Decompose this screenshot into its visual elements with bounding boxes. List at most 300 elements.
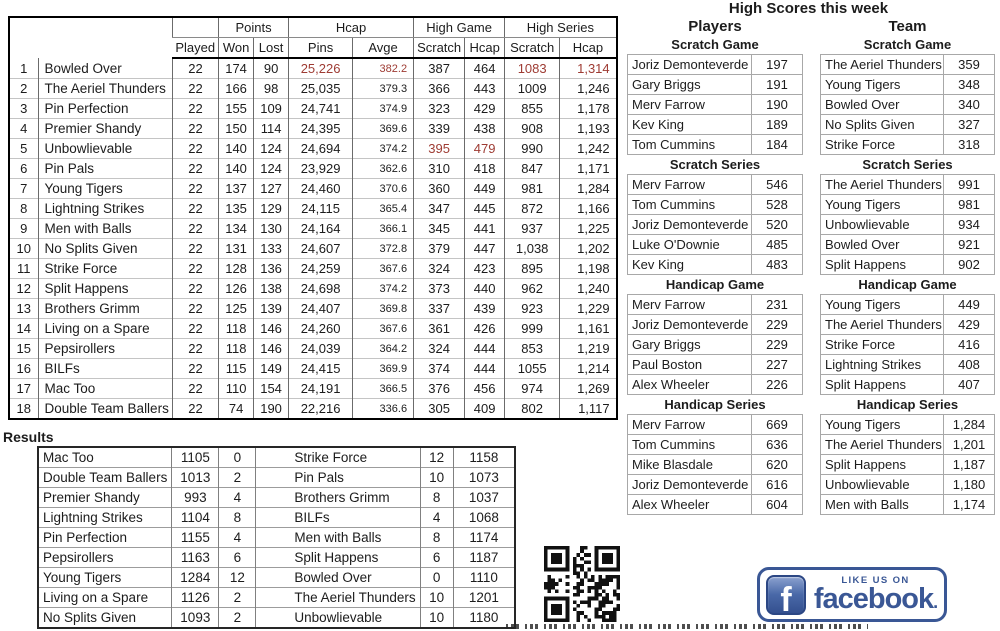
standings-group-header: Points [219, 17, 289, 38]
team-name-cell: Bowled Over [821, 95, 944, 115]
pins-cell: 24,259 [289, 259, 353, 279]
team-name-cell: Split Happens [821, 455, 944, 475]
home-team-cell: Mac Too [43, 450, 94, 465]
team-score-cell: 449 [944, 295, 995, 315]
won-cell: 118 [219, 339, 254, 359]
player-row [628, 295, 803, 315]
rank-cell: 9 [9, 219, 38, 239]
series-scratch-cell: 1083 [505, 58, 560, 79]
home-score-cell: 1104 [172, 508, 219, 528]
player-name-cell: Joriz Demonteverde [628, 315, 752, 335]
home-score-cell: 1105 [172, 447, 219, 468]
series-hcap-cell: 1,117 [560, 399, 617, 420]
away-team-cell: Brothers Grimm [256, 488, 420, 508]
home-points-cell: 6 [219, 548, 256, 568]
avge-cell: 369.9 [353, 359, 414, 379]
game-hcap-cell: 444 [465, 339, 505, 359]
series-scratch-cell: 1009 [505, 79, 560, 99]
away-team-cell: Pin Pals [256, 468, 420, 488]
avge-cell: 374.2 [353, 279, 414, 299]
results-row [38, 528, 515, 548]
home-team-cell: Young Tigers [38, 568, 172, 588]
team-name-cell: Young Tigers [821, 295, 944, 315]
team-name-cell: Young Tigers [38, 179, 172, 199]
pins-cell: 24,164 [289, 219, 353, 239]
team-name-cell: Young Tigers [821, 75, 944, 95]
standings-row [9, 219, 617, 239]
player-row [628, 115, 803, 135]
pins-cell: 24,407 [289, 299, 353, 319]
avge-cell: 336.6 [353, 399, 414, 420]
player-row [628, 315, 803, 335]
home-score-cell: 1013 [172, 468, 219, 488]
team-name-cell: The Aeriel Thunders [821, 55, 944, 75]
rank-cell: 3 [9, 99, 38, 119]
standings-row [9, 159, 617, 179]
avge-cell: 366.1 [353, 219, 414, 239]
player-name-cell: Paul Boston [628, 355, 752, 375]
player-name-cell: Mike Blasdale [628, 455, 752, 475]
played-cell: 22 [172, 279, 218, 299]
lost-cell: 114 [254, 119, 289, 139]
player-table [627, 294, 803, 395]
avge-cell: 362.6 [353, 159, 414, 179]
player-section-title: Scratch Series [669, 157, 761, 172]
player-score-cell: 636 [752, 435, 803, 455]
team-name-cell: Bowled Over [38, 58, 172, 79]
series-scratch-cell: 895 [505, 259, 560, 279]
series-hcap-cell: 1,202 [560, 239, 617, 259]
high-scores-panel [620, 0, 997, 515]
player-score-cell: 620 [752, 455, 803, 475]
standings-column-header: Pins [289, 38, 353, 59]
standings-group-header: Hcap [289, 17, 414, 38]
clipped-text-fragment [506, 624, 868, 629]
player-row [628, 415, 803, 435]
won-cell: 140 [219, 139, 254, 159]
series-hcap-cell: 1,246 [560, 79, 617, 99]
team-score-cell: 327 [944, 115, 995, 135]
game-hcap-cell: 464 [465, 58, 505, 79]
team-row [821, 315, 995, 335]
team-name-cell: Pin Pals [38, 159, 172, 179]
team-name-cell: Split Happens [38, 279, 172, 299]
team-name-cell: Split Happens [821, 255, 944, 275]
lost-cell: 98 [254, 79, 289, 99]
results-row [38, 588, 515, 608]
player-section-title: Handicap Series [664, 397, 766, 412]
player-name-cell: Tom Cummins [628, 435, 752, 455]
team-score-cell: 359 [944, 55, 995, 75]
team-score-cell: 348 [944, 75, 995, 95]
player-score-cell: 184 [752, 135, 803, 155]
player-score-cell: 485 [752, 235, 803, 255]
away-team-cell: The Aeriel Thunders [256, 588, 420, 608]
played-cell: 22 [172, 259, 218, 279]
game-scratch-cell: 337 [414, 299, 465, 319]
results-row [38, 568, 515, 588]
game-hcap-cell: 439 [465, 299, 505, 319]
rank-cell: 4 [9, 119, 38, 139]
team-row [821, 195, 995, 215]
lost-cell: 130 [254, 219, 289, 239]
team-name-cell: Unbowlievable [821, 215, 944, 235]
team-row [821, 135, 995, 155]
played-cell: 22 [172, 79, 218, 99]
player-score-cell: 226 [752, 375, 803, 395]
team-name-cell: Pepsirollers [38, 339, 172, 359]
series-hcap-cell: 1,240 [560, 279, 617, 299]
player-name-cell: Tom Cummins [628, 135, 752, 155]
player-score-cell: 546 [752, 175, 803, 195]
home-score-cell: 993 [172, 488, 219, 508]
team-name-cell: Double Team Ballers [38, 399, 172, 420]
team-name-cell: Men with Balls [821, 495, 944, 515]
game-scratch-cell: 366 [414, 79, 465, 99]
lost-cell: 149 [254, 359, 289, 379]
away-team-cell: Strike Force [256, 447, 420, 468]
player-table [627, 54, 803, 155]
standings-group-header: High Series [505, 17, 617, 38]
game-hcap-cell: 440 [465, 279, 505, 299]
game-scratch-cell: 323 [414, 99, 465, 119]
team-name-cell: Lightning Strikes [38, 199, 172, 219]
player-score-cell: 520 [752, 215, 803, 235]
game-hcap-cell: 449 [465, 179, 505, 199]
results-row [38, 508, 515, 528]
avge-cell: 374.2 [353, 139, 414, 159]
team-name-cell: Unbowlievable [821, 475, 944, 495]
pins-cell: 23,929 [289, 159, 353, 179]
home-points-cell: 2 [219, 468, 256, 488]
team-name-cell: No Splits Given [38, 239, 172, 259]
team-row [821, 255, 995, 275]
player-name-cell: Merv Farrow [628, 175, 752, 195]
away-score-cell: 1187 [453, 548, 515, 568]
player-row [628, 195, 803, 215]
standings-row [9, 299, 617, 319]
team-row [821, 475, 995, 495]
team-name-cell: Young Tigers [821, 415, 944, 435]
game-scratch-cell: 373 [414, 279, 465, 299]
home-team-cell: Premier Shandy [38, 488, 172, 508]
player-name-cell: Joriz Demonteverde [628, 475, 752, 495]
won-cell: 125 [219, 299, 254, 319]
won-cell: 174 [219, 58, 254, 79]
game-scratch-cell: 387 [414, 58, 465, 79]
away-team-cell: Split Happens [256, 548, 420, 568]
high-scores-title: High Scores this week [728, 0, 889, 17]
rank-cell: 16 [9, 359, 38, 379]
won-cell: 155 [219, 99, 254, 119]
away-points-cell: 10 [420, 468, 453, 488]
game-hcap-cell: 479 [465, 139, 505, 159]
away-score-cell: 1180 [453, 608, 515, 629]
game-scratch-cell: 305 [414, 399, 465, 420]
won-cell: 140 [219, 159, 254, 179]
rank-cell: 6 [9, 159, 38, 179]
team-row [821, 95, 995, 115]
team-row [821, 55, 995, 75]
game-hcap-cell: 456 [465, 379, 505, 399]
team-name-cell: Men with Balls [38, 219, 172, 239]
home-points-cell: 4 [219, 488, 256, 508]
game-scratch-cell: 376 [414, 379, 465, 399]
series-hcap-cell: 1,171 [560, 159, 617, 179]
series-scratch-cell: 974 [505, 379, 560, 399]
home-team-cell: Living on a Spare [38, 588, 172, 608]
player-row [628, 455, 803, 475]
facebook-f-icon: f [766, 575, 806, 615]
standings-column-header: Won [219, 38, 254, 59]
rank-cell: 8 [9, 199, 38, 219]
pins-cell: 24,741 [289, 99, 353, 119]
home-team-cell: No Splits Given [38, 608, 172, 629]
rank-cell: 7 [9, 179, 38, 199]
series-scratch-cell: 962 [505, 279, 560, 299]
series-scratch-cell: 872 [505, 199, 560, 219]
game-hcap-cell: 438 [465, 119, 505, 139]
team-name-cell: Living on a Spare [38, 319, 172, 339]
player-name-cell: Merv Farrow [628, 415, 752, 435]
series-scratch-cell: 1,038 [505, 239, 560, 259]
rank-cell: 2 [9, 79, 38, 99]
game-hcap-cell: 443 [465, 79, 505, 99]
results-row [38, 488, 515, 508]
player-score-cell: 616 [752, 475, 803, 495]
lost-cell: 139 [254, 299, 289, 319]
won-cell: 135 [219, 199, 254, 219]
pins-cell: 24,395 [289, 119, 353, 139]
team-row [821, 435, 995, 455]
series-scratch-cell: 802 [505, 399, 560, 420]
won-cell: 126 [219, 279, 254, 299]
team-table [820, 294, 995, 395]
avge-cell: 365.4 [353, 199, 414, 219]
played-cell: 22 [172, 359, 218, 379]
player-score-cell: 197 [752, 55, 803, 75]
player-name-cell: Joriz Demonteverde [628, 55, 752, 75]
standings-blank-cell [172, 17, 218, 38]
team-score-cell: 921 [944, 235, 995, 255]
team-score-cell: 1,187 [944, 455, 995, 475]
team-score-cell: 981 [944, 195, 995, 215]
team-row [821, 375, 995, 395]
home-team-cell: Lightning Strikes [38, 508, 172, 528]
won-cell: 134 [219, 219, 254, 239]
player-row [628, 215, 803, 235]
won-cell: 110 [219, 379, 254, 399]
results-body [38, 447, 515, 628]
player-row [628, 475, 803, 495]
player-name-cell: Kev King [628, 255, 752, 275]
player-name-cell: Gary Briggs [628, 335, 752, 355]
lost-cell: 90 [254, 58, 289, 79]
away-points-cell: 0 [420, 568, 453, 588]
player-row [628, 335, 803, 355]
team-score-cell: 991 [944, 175, 995, 195]
facebook-badge[interactable] [757, 567, 947, 622]
played-cell: 22 [172, 58, 218, 79]
game-hcap-cell: 418 [465, 159, 505, 179]
player-score-cell: 528 [752, 195, 803, 215]
standings-column-header: Avge [353, 38, 414, 59]
game-scratch-cell: 347 [414, 199, 465, 219]
team-score-cell: 416 [944, 335, 995, 355]
played-cell: 22 [172, 219, 218, 239]
home-score-cell: 1155 [172, 528, 219, 548]
team-row [821, 455, 995, 475]
lost-cell: 109 [254, 99, 289, 119]
team-name-cell: Mac Too [38, 379, 172, 399]
game-hcap-cell: 426 [465, 319, 505, 339]
standings-row [9, 99, 617, 119]
player-score-cell: 229 [752, 315, 803, 335]
lost-cell: 124 [254, 159, 289, 179]
game-hcap-cell: 444 [465, 359, 505, 379]
player-name-cell: Tom Cummins [628, 195, 752, 215]
home-score-cell: 1126 [172, 588, 219, 608]
team-name-cell: Strike Force [38, 259, 172, 279]
standings-row [9, 279, 617, 299]
home-points-cell: 0 [219, 447, 256, 468]
player-name-cell: Alex Wheeler [628, 495, 752, 515]
player-score-cell: 229 [752, 335, 803, 355]
standings-column-header: Lost [254, 38, 289, 59]
team-score-cell: 407 [944, 375, 995, 395]
played-cell: 22 [172, 99, 218, 119]
player-section-title: Handicap Game [665, 277, 765, 292]
team-name-cell: Premier Shandy [38, 119, 172, 139]
series-hcap-cell: 1,225 [560, 219, 617, 239]
standings-row [9, 199, 617, 219]
won-cell: 128 [219, 259, 254, 279]
team-name-cell: Bowled Over [821, 235, 944, 255]
team-table [820, 174, 995, 275]
series-hcap-cell: 1,198 [560, 259, 617, 279]
away-score-cell: 1037 [453, 488, 515, 508]
home-score-cell: 1093 [172, 608, 219, 629]
player-section-title: Scratch Game [671, 37, 759, 52]
team-score-cell: 1,284 [944, 415, 995, 435]
game-hcap-cell: 429 [465, 99, 505, 119]
away-score-cell: 1110 [453, 568, 515, 588]
standings-column-header: Hcap [465, 38, 505, 59]
away-points-cell: 12 [420, 447, 453, 468]
team-name-cell: The Aeriel Thunders [38, 79, 172, 99]
game-hcap-cell: 409 [465, 399, 505, 420]
away-score-cell: 1158 [453, 447, 515, 468]
played-cell: 22 [172, 179, 218, 199]
pins-cell: 25,035 [289, 79, 353, 99]
away-team-cell: Bowled Over [256, 568, 420, 588]
away-team-cell: BILFs [256, 508, 420, 528]
lost-cell: 190 [254, 399, 289, 420]
avge-cell: 369.6 [353, 119, 414, 139]
series-hcap-cell: 1,214 [560, 359, 617, 379]
pins-cell: 22,216 [289, 399, 353, 420]
team-score-cell: 408 [944, 355, 995, 375]
results-row [38, 608, 515, 629]
avge-cell: 372.8 [353, 239, 414, 259]
series-hcap-cell: 1,269 [560, 379, 617, 399]
results-row [38, 447, 515, 468]
series-scratch-cell: 937 [505, 219, 560, 239]
standings-body [9, 58, 617, 419]
rank-cell: 13 [9, 299, 38, 319]
player-name-cell: Alex Wheeler [628, 375, 752, 395]
series-scratch-cell: 847 [505, 159, 560, 179]
won-cell: 118 [219, 319, 254, 339]
team-name-cell: Pin Perfection [38, 99, 172, 119]
player-name-cell: Merv Farrow [628, 95, 752, 115]
player-score-cell: 227 [752, 355, 803, 375]
series-scratch-cell: 990 [505, 139, 560, 159]
player-row [628, 495, 803, 515]
players-label: Players [688, 18, 742, 35]
won-cell: 74 [219, 399, 254, 420]
lost-cell: 138 [254, 279, 289, 299]
played-cell: 22 [172, 239, 218, 259]
played-cell: 22 [172, 339, 218, 359]
team-table [820, 54, 995, 155]
team-score-cell: 318 [944, 135, 995, 155]
played-cell: 22 [172, 119, 218, 139]
player-row [628, 375, 803, 395]
team-row [821, 235, 995, 255]
away-team-cell: Men with Balls [256, 528, 420, 548]
game-hcap-cell: 445 [465, 199, 505, 219]
team-row [821, 355, 995, 375]
lost-cell: 133 [254, 239, 289, 259]
rank-cell: 12 [9, 279, 38, 299]
pins-cell: 25,226 [289, 58, 353, 79]
standings-row [9, 359, 617, 379]
player-row [628, 95, 803, 115]
team-name-cell: Lightning Strikes [821, 355, 944, 375]
standings-row [9, 79, 617, 99]
game-scratch-cell: 324 [414, 339, 465, 359]
series-hcap-cell: 1,242 [560, 139, 617, 159]
team-name-cell: The Aeriel Thunders [821, 175, 944, 195]
lost-cell: 124 [254, 139, 289, 159]
away-points-cell: 10 [420, 608, 453, 629]
pins-cell: 24,694 [289, 139, 353, 159]
pins-cell: 24,191 [289, 379, 353, 399]
player-score-cell: 669 [752, 415, 803, 435]
pins-cell: 24,039 [289, 339, 353, 359]
standings-corner-cell [9, 17, 172, 58]
player-row [628, 55, 803, 75]
played-cell: 22 [172, 139, 218, 159]
won-cell: 131 [219, 239, 254, 259]
rank-cell: 10 [9, 239, 38, 259]
home-points-cell: 8 [219, 508, 256, 528]
team-table [820, 414, 995, 515]
home-team-cell: Pin Perfection [38, 528, 172, 548]
game-scratch-cell: 360 [414, 179, 465, 199]
rank-cell: 11 [9, 259, 38, 279]
won-cell: 137 [219, 179, 254, 199]
game-scratch-cell: 324 [414, 259, 465, 279]
team-row [821, 335, 995, 355]
won-cell: 115 [219, 359, 254, 379]
pins-cell: 24,415 [289, 359, 353, 379]
avge-cell: 370.6 [353, 179, 414, 199]
standings-row [9, 239, 617, 259]
game-scratch-cell: 310 [414, 159, 465, 179]
player-score-cell: 190 [752, 95, 803, 115]
